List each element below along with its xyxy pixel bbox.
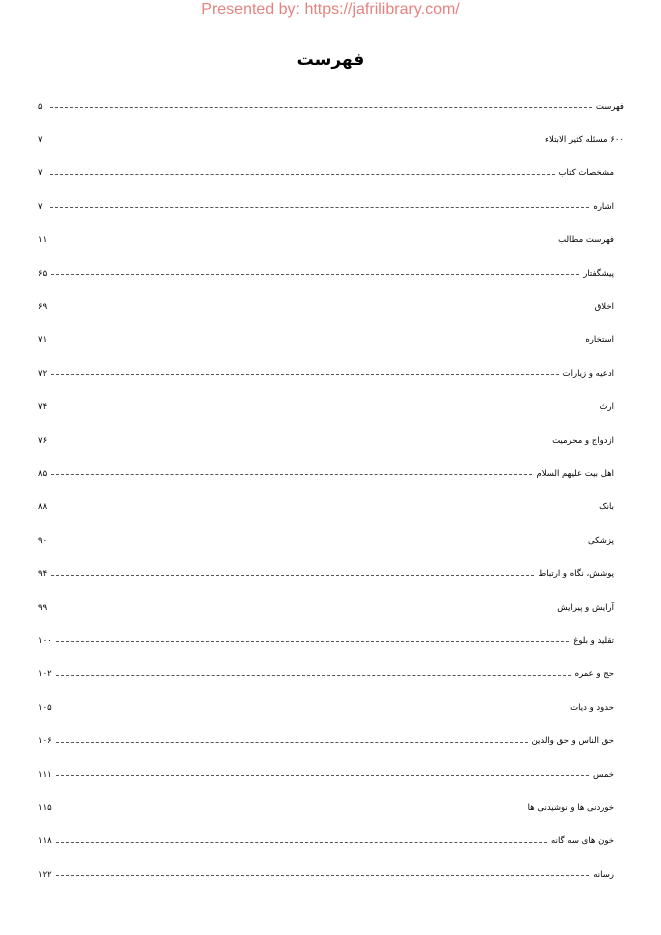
toc-entry-label[interactable]: آرایش و پیرایش bbox=[557, 602, 614, 613]
toc-entry[interactable] bbox=[38, 858, 624, 891]
toc-entry-label[interactable]: اخلاق bbox=[594, 302, 614, 313]
toc-entry-label[interactable]: پزشکی bbox=[588, 535, 614, 546]
toc-entry[interactable] bbox=[38, 290, 624, 323]
toc-entry[interactable] bbox=[38, 424, 624, 457]
toc-entry-label[interactable]: خون های سه گانه bbox=[551, 836, 614, 847]
toc-dotted-leader bbox=[56, 775, 589, 776]
toc-entry-label[interactable]: فهرست bbox=[595, 101, 624, 112]
toc-dotted-leader bbox=[56, 641, 570, 642]
toc-entry[interactable] bbox=[38, 491, 624, 524]
toc-dotted-leader bbox=[50, 174, 555, 175]
toc-entry[interactable] bbox=[38, 324, 624, 357]
toc-entry-label[interactable]: رسانه bbox=[593, 869, 614, 880]
toc-dotted-leader bbox=[56, 675, 571, 676]
toc-entry[interactable] bbox=[38, 157, 624, 190]
toc-dotted-leader bbox=[51, 274, 579, 275]
toc-entry-label[interactable]: پیشگفتار bbox=[583, 268, 614, 279]
toc-entry-page-number[interactable]: ۶۹ bbox=[38, 302, 48, 313]
toc-entry-page-number[interactable]: ۱۱۵ bbox=[38, 802, 52, 813]
toc-entry-page-number[interactable]: ۷۴ bbox=[38, 402, 48, 413]
toc-dotted-leader bbox=[50, 207, 589, 208]
toc-entry[interactable] bbox=[38, 591, 624, 624]
toc-entry-label[interactable]: مشخصات کتاب bbox=[558, 168, 614, 179]
toc-entry-page-number[interactable]: ۱۲۲ bbox=[38, 869, 52, 880]
toc-entry-label[interactable]: بانک bbox=[599, 502, 614, 513]
toc-entry[interactable] bbox=[38, 190, 624, 223]
toc-entry-page-number[interactable]: ۱۰۵ bbox=[38, 702, 52, 713]
toc-dotted-leader bbox=[56, 842, 547, 843]
toc-entry-page-number[interactable]: ۱۰۲ bbox=[38, 669, 52, 680]
toc-dotted-leader bbox=[56, 875, 590, 876]
toc-entry-label[interactable]: حج و عمره bbox=[574, 669, 614, 680]
toc-entry-label[interactable]: ۶۰۰ مسئله کثیر الابتلاء bbox=[545, 135, 624, 146]
toc-entry[interactable] bbox=[38, 391, 624, 424]
toc-entry-label[interactable]: حدود و دیات bbox=[570, 702, 614, 713]
toc-entry-label[interactable]: خمس bbox=[592, 769, 614, 780]
table-of-contents bbox=[38, 90, 624, 891]
toc-entry-label[interactable]: ارث bbox=[599, 402, 614, 413]
watermark-link[interactable]: Presented by: https://jafrilibrary.com/ bbox=[201, 1, 460, 18]
toc-entry[interactable] bbox=[38, 524, 624, 557]
toc-entry-label[interactable]: اهل بیت علیهم السلام bbox=[536, 468, 614, 479]
toc-entry-page-number[interactable]: ۶۵ bbox=[38, 268, 48, 279]
toc-entry-page-number[interactable]: ۱۱۸ bbox=[38, 836, 52, 847]
toc-entry-page-number[interactable]: ۵ bbox=[38, 101, 43, 112]
toc-entry-page-number[interactable]: ۹۰ bbox=[38, 535, 48, 546]
toc-entry[interactable] bbox=[38, 724, 624, 757]
toc-entry[interactable] bbox=[38, 658, 624, 691]
toc-dotted-leader bbox=[51, 374, 558, 375]
toc-entry-label[interactable]: ادعیه و زیارات bbox=[562, 368, 614, 379]
toc-entry-label[interactable]: پوشش، نگاه و ارتباط bbox=[538, 569, 614, 580]
toc-dotted-leader bbox=[51, 474, 532, 475]
toc-entry-page-number[interactable]: ۷۶ bbox=[38, 435, 48, 446]
toc-dotted-leader bbox=[56, 742, 528, 743]
toc-entry[interactable] bbox=[38, 791, 624, 824]
toc-entry[interactable] bbox=[38, 257, 624, 290]
toc-entry-label[interactable]: حق الناس و حق والدین bbox=[531, 736, 614, 747]
toc-entry-page-number[interactable]: ۷۱ bbox=[38, 335, 48, 346]
toc-entry-page-number[interactable]: ۷ bbox=[38, 135, 43, 146]
toc-entry[interactable] bbox=[38, 624, 624, 657]
toc-entry[interactable] bbox=[38, 825, 624, 858]
toc-entry-page-number[interactable]: ۹۹ bbox=[38, 602, 48, 613]
toc-entry-page-number[interactable]: ۷۲ bbox=[38, 368, 48, 379]
toc-entry-page-number[interactable]: ۷ bbox=[38, 168, 43, 179]
toc-entry-label[interactable]: ازدواج و محرمیت bbox=[552, 435, 614, 446]
toc-entry-label[interactable]: تقلید و بلوغ bbox=[573, 635, 614, 646]
toc-entry[interactable] bbox=[38, 123, 624, 156]
toc-entry[interactable] bbox=[38, 691, 624, 724]
toc-entry-page-number[interactable]: ۱۰۰ bbox=[38, 635, 52, 646]
toc-entry[interactable] bbox=[38, 557, 624, 590]
toc-entry-label[interactable]: استخاره bbox=[585, 335, 614, 346]
toc-entry-page-number[interactable]: ۱۰۶ bbox=[38, 736, 52, 747]
toc-entry-label[interactable]: فهرست مطالب bbox=[558, 235, 614, 246]
toc-entry-page-number[interactable]: ۸۸ bbox=[38, 502, 48, 513]
toc-dotted-leader bbox=[50, 107, 592, 108]
toc-entry[interactable] bbox=[38, 224, 624, 257]
page-title: فهرست bbox=[296, 50, 365, 70]
toc-entry-label[interactable]: خوردنی ها و نوشیدنی ها bbox=[527, 802, 614, 813]
toc-entry-page-number[interactable]: ۱۱۱ bbox=[38, 769, 52, 780]
toc-entry-page-number[interactable]: ۹۴ bbox=[38, 569, 48, 580]
toc-entry[interactable] bbox=[38, 457, 624, 490]
toc-dotted-leader bbox=[51, 575, 534, 576]
toc-entry[interactable] bbox=[38, 758, 624, 791]
toc-entry-page-number[interactable]: ۱۱ bbox=[38, 235, 48, 246]
toc-entry[interactable] bbox=[38, 357, 624, 390]
toc-entry[interactable] bbox=[38, 90, 624, 123]
toc-entry-page-number[interactable]: ۷ bbox=[38, 201, 43, 212]
toc-entry-label[interactable]: اشاره bbox=[593, 201, 614, 212]
toc-entry-page-number[interactable]: ۸۵ bbox=[38, 468, 48, 479]
